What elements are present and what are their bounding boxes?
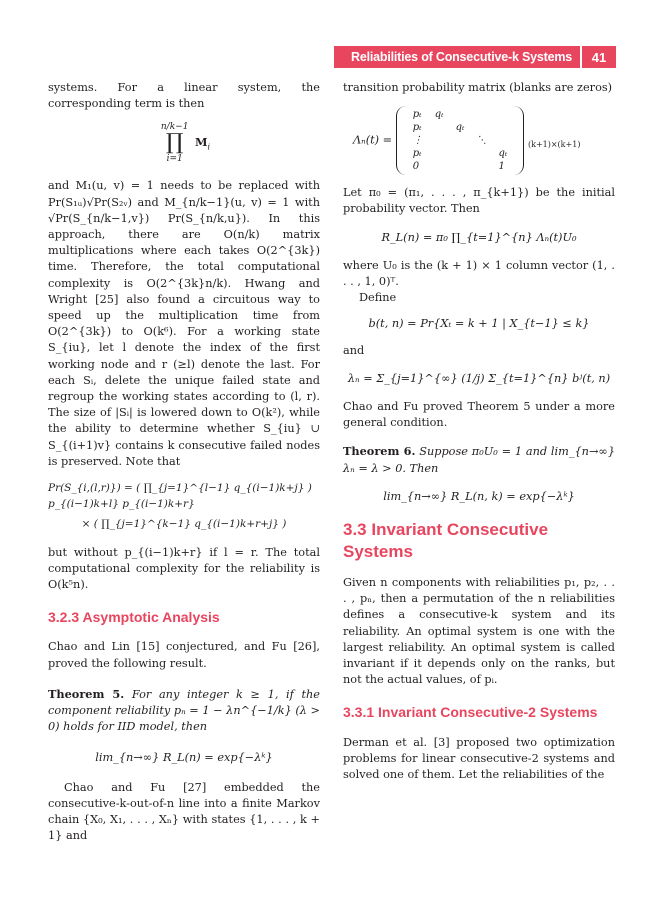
matrix-cell [471, 121, 493, 134]
paragraph: Given n components with reliabilities p₁, p₂, . . . , pₙ, then a permutation of the n reliabilities defines a consecutive-k system and its reliability. An optimal system is one with the largest reliability. An optimal system is called invariant if it depends only on the ranks, but not the actual values, of pᵢ. [343, 576, 615, 687]
matrix-cell [429, 160, 450, 173]
section-heading: 3.2.3 Asymptotic Analysis [48, 609, 220, 626]
matrix-cell [471, 160, 493, 173]
paragraph: systems. For a linear system, the corresponding term is then [48, 81, 320, 111]
subsection-heading: 3.3.1 Invariant Consecutive-2 Systems [343, 704, 598, 721]
running-header [334, 46, 616, 68]
paragraph: Let π₀ = (π₁, . . . , π_{k+1}) be the initial probability vector. Then [343, 186, 615, 216]
paragraph: where U₀ is the (k + 1) × 1 column vector (1, . . . , 1, 0)ᵀ. [343, 258, 615, 289]
matrix-row [407, 121, 514, 134]
matrix-cell: ⋮ [412, 135, 423, 147]
theorem-6 [343, 443, 615, 476]
matrix-cell [493, 121, 514, 134]
matrix-cell: 1 [498, 161, 505, 173]
product-operator: n/k−1 ∏ i=1 [160, 122, 189, 165]
matrix-cell: qₜ [498, 148, 508, 160]
paragraph: Chao and Fu [27] embedded the consecutive-k-out-of-n line into a finite Markov chain {X₀, X₁, . . . , Xₙ} with states {1, . . . , k + 1} and [48, 780, 320, 843]
equation-probability-line2: × ( ∏_{j=1}^{k−1} q_{(i−1)k+r+j} ) [81, 518, 287, 531]
equation-reliability: R_L(n) = π₀ ∏_{t=1}^{n} Λₙ(t)U₀ [381, 230, 577, 244]
matrix-cell: pₜ [412, 122, 422, 134]
matrix-cell [429, 147, 450, 160]
matrix-cell: ⋱ [476, 135, 487, 147]
equation-lambda: λₙ = Σ_{j=1}^{∞} (1/j) Σ_{t=1}^{n} bʲ(t, n) [347, 371, 611, 385]
matrix-cell: qₜ [434, 109, 444, 121]
paragraph: Chao and Fu proved Theorem 5 under a more general condition. [343, 400, 615, 430]
section-heading: 3.3 Invariant Consecutive Systems [343, 520, 549, 562]
paragraph: Define [359, 291, 397, 305]
running-title: Reliabilities of Consecutive-k Systems [351, 50, 572, 64]
matrix-row [407, 147, 514, 160]
paragraph: Chao and Lin [15] conjectured, and Fu [26], proved the following result. [48, 640, 320, 670]
equation-product: n/k−1 ∏ i=1 $M_i$ [160, 122, 211, 165]
left-column [48, 80, 320, 845]
matrix-cell: 0 [412, 161, 420, 173]
theorem-label: Theorem 5. [48, 686, 125, 701]
matrix-cell [450, 134, 471, 147]
equation-limit: lim_{n→∞} R_L(n) = exp{−λᵏ} [95, 750, 273, 764]
matrix-cell [471, 147, 493, 160]
theorem-label: Theorem 6. [343, 444, 416, 459]
matrix-cell [471, 108, 493, 121]
matrix-cell [493, 134, 514, 147]
matrix-cell [450, 160, 471, 173]
equation-limit: lim_{n→∞} R_L(n, k) = exp{−λᵏ} [383, 489, 575, 503]
equation-b: b(t, n) = Pr{Xₜ = k + 1 | X_{t−1} ≤ k} [368, 317, 590, 331]
matrix-row [407, 160, 514, 173]
theorem-body: Suppose π₀U₀ = 1 and lim_{n→∞} λₙ = λ > 0. Then [343, 445, 616, 475]
matrix-cell [450, 147, 471, 160]
paragraph: and [343, 343, 365, 357]
matrix-cell [429, 134, 450, 147]
equation-probability-line1: Pr(S_{i,(l,r)}) = ( ∏_{j=1}^{l−1} q_{(i−1)k+j} ) p_{(i−1)k+l} p_{(i−1)k+r} [48, 482, 312, 511]
matrix-cell [450, 108, 471, 121]
right-column [343, 80, 615, 783]
transition-matrix [396, 106, 525, 175]
paragraph: transition probability matrix (blanks are zeros) [343, 81, 613, 94]
matrix-cell: pₜ [412, 109, 422, 121]
matrix-cell: qₜ [455, 122, 465, 134]
matrix-cell: pₜ [412, 148, 422, 160]
matrix-row [407, 134, 514, 147]
equation-matrix: Λₙ(t) = pₜ qₜ pₜ qₜ ⋮ ⋱ pₜ qₜ 0 1 $_{(k+1)\times(k+1)}$ [343, 106, 615, 175]
paragraph: Derman et al. [3] proposed two optimization problems for linear consecutive-2 systems and solved one of them. Let the reliabilities of the [343, 735, 615, 782]
theorem-5 [48, 686, 320, 736]
theorem-body: For any integer k ≥ 1, if the component reliability pₙ = 1 − λn^{−1/k} (λ > 0) holds for IID model, then [48, 687, 320, 734]
page-number: 41 [591, 49, 607, 65]
paragraph: and M₁(u, v) = 1 needs to be replaced with Pr(S₁ᵤ)√Pr(S₂ᵥ) and M_{n/k−1}(u, v) = 1 with √Pr(S_{n/k−1,v}) Pr(S_{n/k,u}). In this approach, there are O(n/k) matrix multiplications where each takes O(2^{3k}) time. Therefore, the total computational complexity is O(2^{3k}n/k). Hwang and Wright [25] also found a circuitous way to speed up the multiplication time from O(2^{3k}) to O(k⁶). For a working state S_{iu}, let l denote the index of the first working node and r (≥l) denote the last. For each Sᵢ, delete the unique failed state and regroup the working states according to (l, r). The size of |Sᵢ| is lowered down to O(k²), while the ability to determine whether S_{iu} ∪ S_{(i+1)v} contains k consecutive failed nodes is preserved. Note that [48, 179, 320, 468]
matrix-row [407, 108, 514, 121]
matrix-cell [493, 108, 514, 121]
paragraph: but without p_{(i−1)k+r} if l = r. The total computational complexity for the reliability is O(k⁵n). [48, 545, 320, 592]
matrix-cell [429, 121, 450, 134]
